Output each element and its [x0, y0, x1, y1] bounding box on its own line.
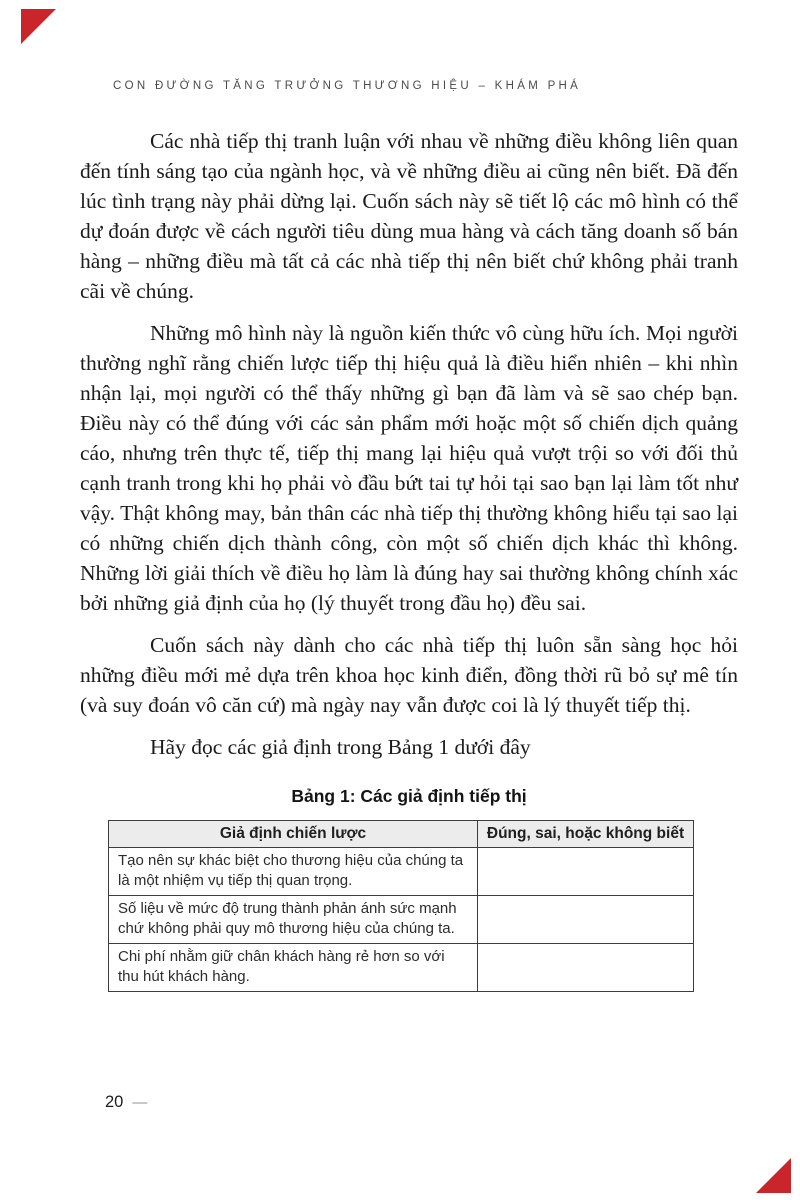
- table-lead-in: Hãy đọc các giả định trong Bảng 1 dưới đây: [150, 735, 531, 759]
- column-header-answer: Đúng, sai, hoặc không biết: [478, 821, 694, 848]
- assumption-cell: Chi phí nhằm giữ chân khách hàng rẻ hơn so với thu hút khách hàng.: [109, 944, 478, 992]
- page-number: 20: [105, 1093, 124, 1111]
- paragraph: Cuốn sách này dành cho các nhà tiếp thị luôn sẵn sàng học hỏi những điều mới mẻ dựa trên khoa học kinh điển, đồng thời rũ bỏ sự mê tín (và suy đoán vô căn cứ) mà ngày nay vẫn được coi là lý thuyết tiếp thị.: [80, 633, 738, 717]
- footer-dash: —: [132, 1094, 148, 1111]
- red-corner-triangle-icon: [21, 9, 56, 44]
- assumption-cell: Số liệu về mức độ trung thành phản ánh sức mạnh chứ không phải quy mô thương hiệu của chúng ta.: [109, 896, 478, 944]
- body-text-block: [80, 126, 738, 992]
- table-row: [109, 896, 694, 944]
- table-caption: Bảng 1: Các giả định tiếp thị: [291, 786, 527, 806]
- answer-cell: [478, 896, 694, 944]
- table-header-row: [109, 821, 694, 848]
- paragraph: Các nhà tiếp thị tranh luận với nhau về những điều không liên quan đến tính sáng tạo của ngành học, và về những điều ai cũng nên biết. Đã đến lúc tình trạng này phải dừng lại. Cuốn sách này sẽ tiết lộ các mô hình có thể dự đoán được về cách người tiêu dùng mua hàng và cách tăng doanh số bán hàng – những điều mà tất cả các nhà tiếp thị nên biết chứ không phải tranh cãi về chúng.: [80, 129, 738, 303]
- table-row: [109, 848, 694, 896]
- table-row: [109, 944, 694, 992]
- answer-cell: [478, 848, 694, 896]
- paragraph: Những mô hình này là nguồn kiến thức vô cùng hữu ích. Mọi người thường nghĩ rằng chiến lược tiếp thị hiệu quả là điều hiển nhiên – khi nhìn nhận lại, mọi người có thể thấy những gì bạn đã làm và sẽ sao chép bạn. Điều này có thể đúng với các sản phẩm mới hoặc một số chiến dịch quảng cáo, nhưng trên thực tế, tiếp thị mang lại hiệu quả vượt trội so với đối thủ cạnh tranh trong khi họ phải vò đầu bứt tai tự hỏi tại sao bạn lại làm tốt như vậy. Thật không may, bản thân các nhà tiếp thị thường không hiểu tại sao lại có những chiến dịch thành công, còn một số chiến dịch khác thì không. Những lời giải thích về điều họ làm là đúng hay sai thường không chính xác bởi những giả định của họ (lý thuyết trong đầu họ) đều sai.: [80, 321, 738, 615]
- answer-cell: [478, 944, 694, 992]
- red-corner-triangle-icon: [756, 1158, 791, 1193]
- assumptions-table: [108, 820, 694, 992]
- page-footer: [105, 1093, 147, 1112]
- running-header: CON ĐƯỜNG TĂNG TRƯỞNG THƯƠNG HIỆU – KHÁM PHÁ: [113, 80, 582, 92]
- assumption-cell: Tạo nên sự khác biệt cho thương hiệu của chúng ta là một nhiệm vụ tiếp thị quan trọng.: [109, 848, 478, 896]
- column-header-assumption: Giả định chiến lược: [109, 821, 478, 848]
